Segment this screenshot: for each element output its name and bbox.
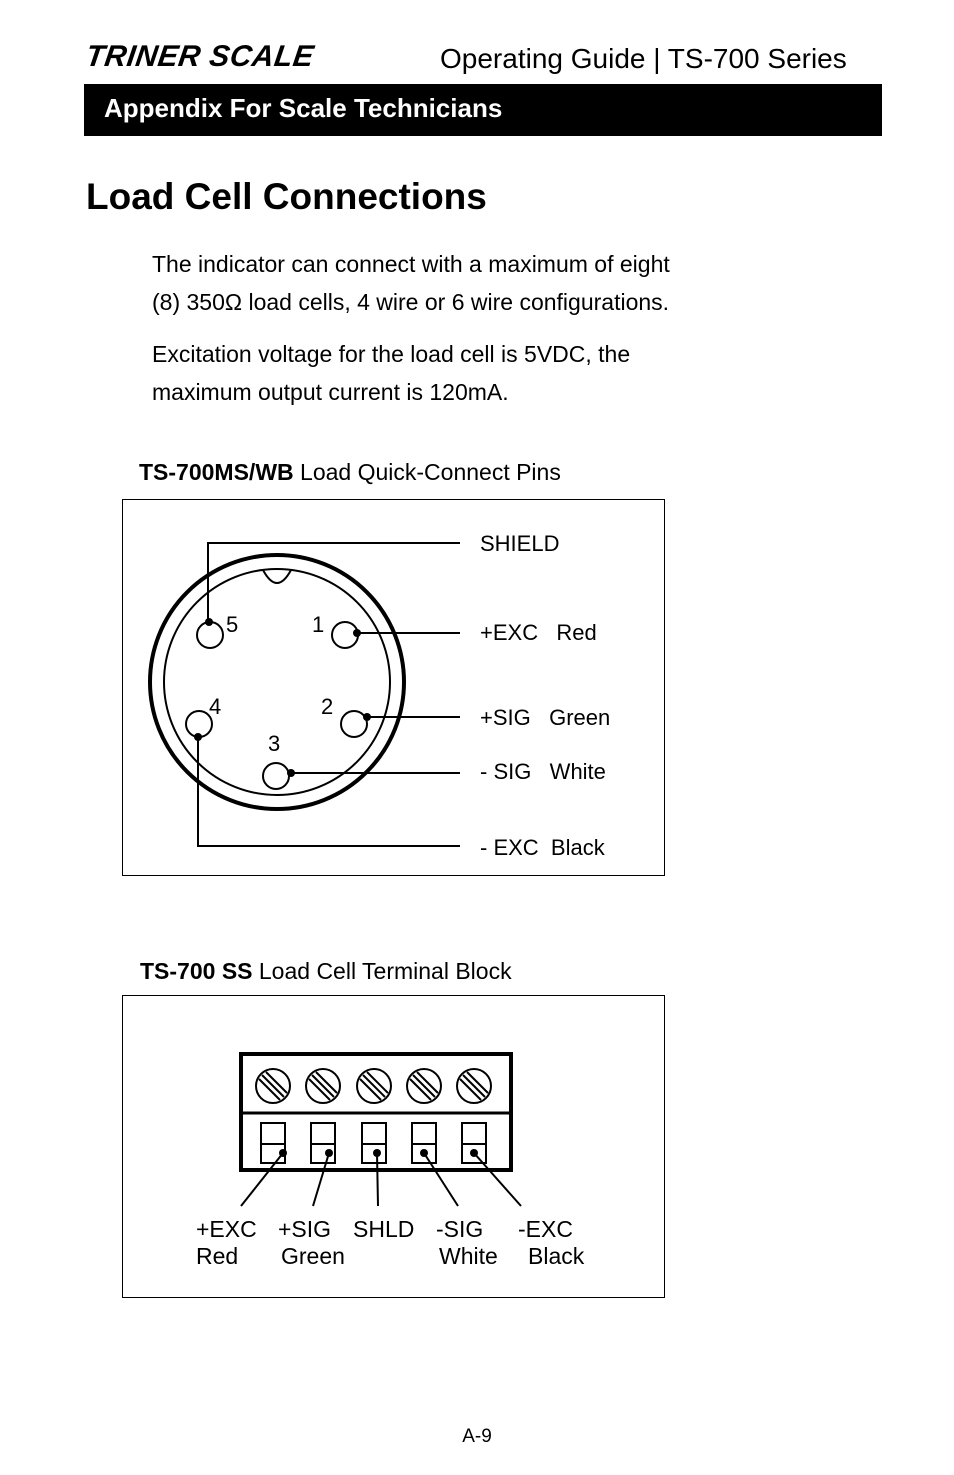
exc-neg-leader-dot — [194, 733, 202, 741]
sig-neg-leader-dot — [287, 769, 295, 777]
pin-number: 4 — [209, 694, 222, 719]
paragraph-line: maximum output current is 120mA. — [152, 379, 509, 405]
page-number: A-9 — [462, 1426, 492, 1447]
terminal-leader-line — [424, 1153, 458, 1206]
connector-key-notch — [263, 570, 291, 583]
paragraph-line: (8) 350Ω load cells, 4 wire or 6 wire configurations. — [152, 289, 670, 315]
terminal-color-label: Black — [528, 1243, 585, 1269]
paragraph-line: Excitation voltage for the load cell is 5VDC, the — [152, 341, 631, 367]
terminal-leader-line — [313, 1153, 329, 1206]
terminal-leader-line — [474, 1153, 521, 1206]
label-exc-neg: - EXC Black — [480, 835, 605, 860]
pin-3 — [263, 763, 289, 789]
quick-connect-diagram — [122, 499, 665, 876]
sig-pos-leader-dot — [363, 713, 371, 721]
exc-neg-leader-line — [198, 737, 460, 846]
terminal-signal-label: -EXC — [518, 1216, 573, 1242]
pin-number: 5 — [226, 612, 239, 637]
figure1-caption-text: Load Quick-Connect Pins — [293, 459, 561, 485]
section-bar — [84, 84, 882, 136]
figure1-caption — [139, 459, 561, 486]
figure2-caption-text: Load Cell Terminal Block — [252, 958, 512, 984]
terminal-color-label: White — [439, 1243, 498, 1269]
terminal-color-label: Red — [196, 1243, 239, 1269]
terminal-color-label: Green — [281, 1243, 345, 1269]
figure2-caption — [140, 958, 512, 985]
terminal-sockets — [261, 1123, 486, 1163]
terminal-signal-label: +SIG — [278, 1216, 332, 1242]
shield-leader-dot — [205, 618, 213, 626]
brand-logo: TRINER SCALE — [83, 40, 317, 73]
figure1-caption-model: TS-700MS/WB — [139, 459, 294, 485]
page-title: Load Cell Connections — [86, 176, 487, 217]
section-title: Appendix For Scale Technicians — [104, 93, 503, 123]
terminal-block-svg — [123, 996, 663, 1296]
terminal-block-diagram — [122, 995, 665, 1298]
terminal-signal-label: +EXC — [196, 1216, 257, 1242]
pin-number: 2 — [321, 694, 334, 719]
label-sig-neg: - SIG White — [480, 759, 606, 784]
pin-5 — [197, 622, 223, 648]
guide-title: Operating Guide | TS-700 Series — [440, 43, 847, 74]
connector-outer-ring — [150, 555, 404, 809]
exc-pos-leader-dot — [353, 629, 361, 637]
figure2-caption-model: TS-700 SS — [140, 958, 253, 984]
terminal-signal-label: SHLD — [353, 1216, 415, 1242]
terminal-leaders — [241, 1149, 521, 1206]
paragraph-excitation — [152, 335, 792, 411]
pin-2 — [341, 711, 367, 737]
pin-number: 3 — [268, 731, 281, 756]
terminal-screws — [256, 1069, 491, 1103]
label-shield: SHIELD — [480, 531, 560, 556]
label-sig-pos: +SIG Green — [480, 705, 611, 730]
label-exc-pos: +EXC Red — [480, 620, 597, 645]
paragraph-line: The indicator can connect with a maximum of eight — [152, 251, 670, 277]
shield-leader-line — [208, 543, 460, 622]
pin-number: 1 — [312, 612, 325, 637]
terminal-signal-label: -SIG — [436, 1216, 484, 1242]
quick-connect-svg — [123, 500, 663, 874]
terminal-leader-line — [377, 1153, 378, 1206]
paragraph-load-cells — [152, 245, 792, 321]
